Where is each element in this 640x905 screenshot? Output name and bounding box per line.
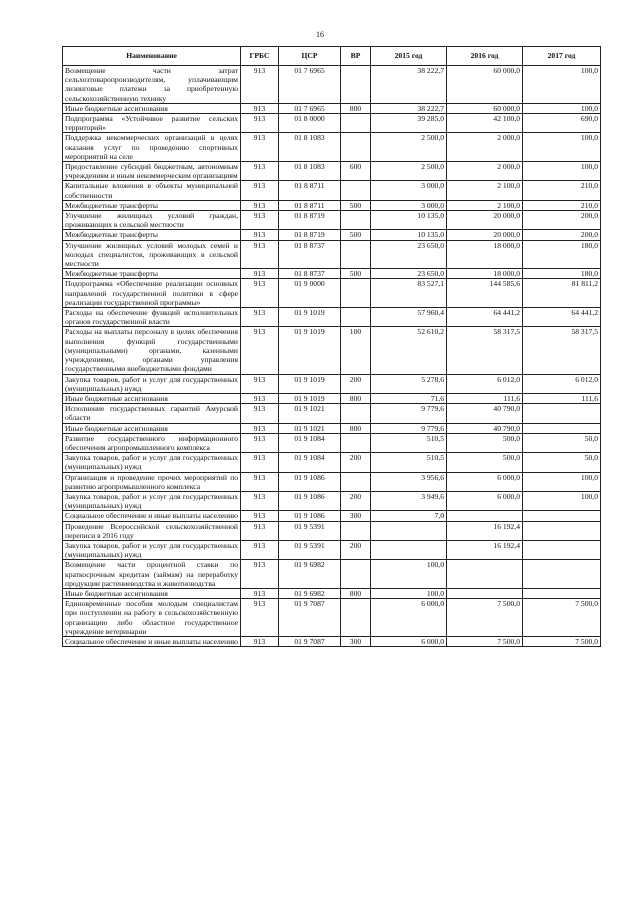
table-row: [63, 211, 601, 230]
table-row: [63, 588, 601, 598]
row-2015: 23 650,0: [371, 240, 447, 269]
row-csr: 01 9 1019: [279, 374, 341, 393]
row-2015: 2 500,0: [371, 133, 447, 162]
row-2015: 510,5: [371, 433, 447, 452]
row-2016: 2 000,0: [447, 133, 523, 162]
row-name: Межбюджетные трансферты: [63, 269, 241, 279]
row-2016: 144 585,6: [447, 279, 523, 308]
table-row: [63, 114, 601, 133]
row-2017: 200,0: [523, 211, 601, 230]
row-vr: 500: [341, 230, 371, 240]
row-csr: 01 9 1019: [279, 327, 341, 374]
row-2015: 39 285,0: [371, 114, 447, 133]
row-2015: 57 960,4: [371, 308, 447, 327]
row-csr: 01 9 1021: [279, 404, 341, 423]
row-name: Закупка товаров, работ и услуг для государственных (муниципальных) нужд: [63, 374, 241, 393]
row-name: Социальное обеспечение и иные выплаты населению: [63, 511, 241, 521]
row-2017: 100,0: [523, 162, 601, 181]
row-2016: 2 100,0: [447, 200, 523, 210]
row-grbs: 913: [241, 374, 279, 393]
row-grbs: 913: [241, 230, 279, 240]
row-grbs: 913: [241, 404, 279, 423]
row-2016: 60 000,0: [447, 66, 523, 104]
row-grbs: 913: [241, 588, 279, 598]
row-name: Организация и проведение прочих мероприятий по развитию агропромышленного комплекса: [63, 472, 241, 491]
row-csr: 01 9 0000: [279, 279, 341, 308]
row-2017: 100,0: [523, 66, 601, 104]
row-name: Расходы на обеспечение функций исполнительных органов государственной власти: [63, 308, 241, 327]
row-2015: [371, 521, 447, 540]
row-2015: 38 222,7: [371, 66, 447, 104]
row-2016: 18 000,0: [447, 269, 523, 279]
row-name: Межбюджетные трансферты: [63, 200, 241, 210]
table-row: [63, 181, 601, 200]
row-2017: 50,0: [523, 453, 601, 472]
row-csr: 01 7 6965: [279, 103, 341, 113]
row-2015: [371, 540, 447, 559]
row-2017: [523, 423, 601, 433]
table-row: [63, 66, 601, 104]
col-header-vr: ВР: [341, 47, 371, 66]
row-name: Подпрограмма «Обеспечение реализации основных направлений государственной политики в сфере реализации государственной программы»: [63, 279, 241, 308]
table-row: [63, 269, 601, 279]
table-row: [63, 133, 601, 162]
row-2015: 52 610,2: [371, 327, 447, 374]
row-2017: 64 441,2: [523, 308, 601, 327]
table-row: [63, 472, 601, 491]
row-2017: 100,0: [523, 491, 601, 510]
row-grbs: 913: [241, 511, 279, 521]
row-2016: 64 441,2: [447, 308, 523, 327]
row-2015: 3 000,0: [371, 181, 447, 200]
row-vr: 300: [341, 511, 371, 521]
row-2017: 50,0: [523, 433, 601, 452]
row-2015: 83 527,1: [371, 279, 447, 308]
row-2017: [523, 404, 601, 423]
row-2017: 81 811,2: [523, 279, 601, 308]
row-vr: [341, 240, 371, 269]
row-vr: 200: [341, 491, 371, 510]
row-2015: 100,0: [371, 560, 447, 589]
row-2015: 6 000,0: [371, 636, 447, 646]
row-2015: 7,0: [371, 511, 447, 521]
row-2016: 2 000,0: [447, 162, 523, 181]
row-vr: 800: [341, 103, 371, 113]
row-csr: 01 8 8711: [279, 181, 341, 200]
row-2017: [523, 521, 601, 540]
row-name: Закупка товаров, работ и услуг для государственных (муниципальных) нужд: [63, 540, 241, 559]
row-2017: 7 500,0: [523, 636, 601, 646]
row-name: Закупка товаров, работ и услуг для государственных (муниципальных) нужд: [63, 491, 241, 510]
row-2016: 20 000,0: [447, 230, 523, 240]
table-row: [63, 374, 601, 393]
row-name: Иные бюджетные ассигнования: [63, 103, 241, 113]
row-vr: [341, 133, 371, 162]
table-row: [63, 240, 601, 269]
row-grbs: 913: [241, 181, 279, 200]
row-name: Подпрограмма «Устойчивое развитие сельских территорий»: [63, 114, 241, 133]
row-vr: 300: [341, 636, 371, 646]
row-name: Возмещение части процентной ставки по краткосрочным кредитам (займам) на переработку продукции растениеводства и животноводства: [63, 560, 241, 589]
row-2017: [523, 560, 601, 589]
row-csr: 01 8 8737: [279, 269, 341, 279]
row-2016: 58 317,5: [447, 327, 523, 374]
row-2017: 210,0: [523, 200, 601, 210]
row-csr: 01 9 1086: [279, 491, 341, 510]
col-header-2017: 2017 год: [523, 47, 601, 66]
row-vr: [341, 181, 371, 200]
row-2016: 60 000,0: [447, 103, 523, 113]
row-grbs: 913: [241, 200, 279, 210]
row-csr: 01 9 5391: [279, 540, 341, 559]
row-name: Закупка товаров, работ и услуг для государственных (муниципальных) нужд: [63, 453, 241, 472]
row-csr: 01 8 0000: [279, 114, 341, 133]
row-2016: 40 790,0: [447, 423, 523, 433]
row-csr: 01 9 1086: [279, 472, 341, 491]
row-2017: 210,0: [523, 181, 601, 200]
table-row: [63, 433, 601, 452]
table-row: [63, 162, 601, 181]
table-row: [63, 423, 601, 433]
row-grbs: 913: [241, 393, 279, 403]
row-vr: 200: [341, 540, 371, 559]
table-row: [63, 599, 601, 637]
table-row: [63, 393, 601, 403]
col-header-csr: ЦСР: [279, 47, 341, 66]
table-row: [63, 327, 601, 374]
row-name: Улучшение жилищных условий молодых семей и молодых специалистов, проживающих в сельской местности: [63, 240, 241, 269]
row-vr: [341, 211, 371, 230]
row-2016: 6 000,0: [447, 491, 523, 510]
table-row: [63, 103, 601, 113]
row-2017: 690,0: [523, 114, 601, 133]
row-vr: 800: [341, 393, 371, 403]
row-name: Возмещение части затрат сельхозтоваропроизводителям, уплачивающим лизинговые платежи за приобретенную сельскохозяйственную технику: [63, 66, 241, 104]
table-header-row: [63, 47, 601, 66]
row-csr: 01 9 6982: [279, 588, 341, 598]
row-2017: 200,0: [523, 230, 601, 240]
row-grbs: 913: [241, 211, 279, 230]
row-vr: 600: [341, 162, 371, 181]
row-2015: 9 779,6: [371, 404, 447, 423]
row-2017: [523, 511, 601, 521]
row-2016: 6 000,0: [447, 472, 523, 491]
row-vr: 500: [341, 269, 371, 279]
row-2017: [523, 540, 601, 559]
row-2015: 2 500,0: [371, 162, 447, 181]
row-vr: 100: [341, 327, 371, 374]
row-csr: 01 9 1084: [279, 433, 341, 452]
row-2017: 100,0: [523, 133, 601, 162]
row-grbs: 913: [241, 114, 279, 133]
row-csr: 01 8 8719: [279, 211, 341, 230]
row-vr: [341, 599, 371, 637]
row-grbs: 913: [241, 103, 279, 113]
table-row: [63, 521, 601, 540]
row-name: Иные бюджетные ассигнования: [63, 393, 241, 403]
row-name: Единовременные пособия молодым специалистам при поступлении на работу в сельскохозяйственную организацию либо областное государственное учреждение ветеринарии: [63, 599, 241, 637]
row-2016: 7 500,0: [447, 599, 523, 637]
row-vr: [341, 66, 371, 104]
row-name: Поддержка некоммерческих организаций в целях оказания услуг по проведению спортивных мероприятий на селе: [63, 133, 241, 162]
row-2016: 6 012,0: [447, 374, 523, 393]
row-2016: [447, 588, 523, 598]
row-2016: 2 100,0: [447, 181, 523, 200]
row-vr: [341, 521, 371, 540]
row-csr: 01 9 7087: [279, 636, 341, 646]
row-csr: 01 8 1083: [279, 162, 341, 181]
row-csr: 01 7 6965: [279, 66, 341, 104]
row-2016: 111,6: [447, 393, 523, 403]
row-2016: 500,0: [447, 453, 523, 472]
row-vr: 800: [341, 588, 371, 598]
row-2016: [447, 560, 523, 589]
col-header-name: Наименование: [63, 47, 241, 66]
row-name: Иные бюджетные ассигнования: [63, 423, 241, 433]
row-2016: 18 000,0: [447, 240, 523, 269]
row-name: Исполнение государственных гарантий Амурской области: [63, 404, 241, 423]
row-vr: 800: [341, 423, 371, 433]
row-csr: 01 9 6982: [279, 560, 341, 589]
row-grbs: 913: [241, 472, 279, 491]
row-2016: 16 192,4: [447, 540, 523, 559]
row-2016: 16 192,4: [447, 521, 523, 540]
table-row: [63, 279, 601, 308]
row-name: Иные бюджетные ассигнования: [63, 588, 241, 598]
row-grbs: 913: [241, 279, 279, 308]
row-grbs: 913: [241, 66, 279, 104]
row-2016: 500,0: [447, 433, 523, 452]
row-csr: 01 8 1083: [279, 133, 341, 162]
row-grbs: 913: [241, 540, 279, 559]
row-grbs: 913: [241, 162, 279, 181]
row-vr: [341, 279, 371, 308]
row-2015: 3 949,6: [371, 491, 447, 510]
row-name: Капитальные вложения в объекты муниципальной собственности: [63, 181, 241, 200]
row-csr: 01 9 1086: [279, 511, 341, 521]
row-2017: 7 500,0: [523, 599, 601, 637]
row-2017: 6 012,0: [523, 374, 601, 393]
row-2015: 71,6: [371, 393, 447, 403]
col-header-2015: 2015 год: [371, 47, 447, 66]
row-2017: 111,6: [523, 393, 601, 403]
table-row: [63, 636, 601, 646]
row-2015: 510,5: [371, 453, 447, 472]
row-name: Межбюджетные трансферты: [63, 230, 241, 240]
row-vr: [341, 308, 371, 327]
row-grbs: 913: [241, 133, 279, 162]
row-grbs: 913: [241, 636, 279, 646]
table-row: [63, 230, 601, 240]
row-grbs: 913: [241, 308, 279, 327]
row-grbs: 913: [241, 453, 279, 472]
row-2016: 7 500,0: [447, 636, 523, 646]
row-csr: 01 9 1084: [279, 453, 341, 472]
row-grbs: 913: [241, 491, 279, 510]
row-2016: [447, 511, 523, 521]
row-grbs: 913: [241, 327, 279, 374]
budget-table: [62, 46, 601, 647]
col-header-2016: 2016 год: [447, 47, 523, 66]
row-grbs: 913: [241, 423, 279, 433]
row-2017: 58 317,5: [523, 327, 601, 374]
row-vr: [341, 433, 371, 452]
row-2015: 23 650,0: [371, 269, 447, 279]
row-grbs: 913: [241, 433, 279, 452]
page-number: 16: [316, 30, 324, 39]
row-vr: 200: [341, 453, 371, 472]
table-row: [63, 453, 601, 472]
row-2016: 42 100,0: [447, 114, 523, 133]
row-grbs: 913: [241, 599, 279, 637]
row-2016: 40 790,0: [447, 404, 523, 423]
row-2015: 5 278,6: [371, 374, 447, 393]
table-row: [63, 404, 601, 423]
row-name: Улучшение жилищных условий граждан, проживающих в сельской местности: [63, 211, 241, 230]
row-grbs: 913: [241, 269, 279, 279]
row-name: Развитие государственного информационного обеспечения агропромышленного комплекса: [63, 433, 241, 452]
row-csr: 01 9 7087: [279, 599, 341, 637]
row-2015: 10 135,0: [371, 230, 447, 240]
row-name: Предоставление субсидий бюджетным, автономным учреждениям и иным некоммерческим организациям: [63, 162, 241, 181]
table-row: [63, 511, 601, 521]
row-name: Расходы на выплаты персоналу в целях обеспечения выполнения функций государственными (муниципальными) органами, казенными учреждениями, органами управления государственными внебюджетными фондами: [63, 327, 241, 374]
row-2017: [523, 588, 601, 598]
row-vr: [341, 114, 371, 133]
row-2017: 180,0: [523, 240, 601, 269]
row-2015: 3 956,6: [371, 472, 447, 491]
row-vr: 200: [341, 374, 371, 393]
row-2015: 100,0: [371, 588, 447, 598]
table-row: [63, 491, 601, 510]
row-2017: 100,0: [523, 472, 601, 491]
row-2016: 20 000,0: [447, 211, 523, 230]
row-csr: 01 8 8711: [279, 200, 341, 210]
row-csr: 01 8 8737: [279, 240, 341, 269]
row-2015: 3 000,0: [371, 200, 447, 210]
row-2015: 10 135,0: [371, 211, 447, 230]
row-name: Социальное обеспечение и иные выплаты населению: [63, 636, 241, 646]
row-2015: 6 000,0: [371, 599, 447, 637]
row-csr: 01 8 8719: [279, 230, 341, 240]
table-row: [63, 560, 601, 589]
row-vr: [341, 560, 371, 589]
table-row: [63, 540, 601, 559]
row-grbs: 913: [241, 560, 279, 589]
table-row: [63, 200, 601, 210]
row-2015: 9 779,6: [371, 423, 447, 433]
row-csr: 01 9 1019: [279, 308, 341, 327]
row-vr: 500: [341, 200, 371, 210]
row-2015: 38 222,7: [371, 103, 447, 113]
row-csr: 01 9 1021: [279, 423, 341, 433]
row-2017: 100,0: [523, 103, 601, 113]
row-csr: 01 9 1019: [279, 393, 341, 403]
row-grbs: 913: [241, 521, 279, 540]
row-vr: [341, 404, 371, 423]
row-2017: 180,0: [523, 269, 601, 279]
row-grbs: 913: [241, 240, 279, 269]
row-name: Проведение Всероссийской сельскохозяйственной переписи в 2016 году: [63, 521, 241, 540]
table-row: [63, 308, 601, 327]
row-csr: 01 9 5391: [279, 521, 341, 540]
row-vr: [341, 472, 371, 491]
col-header-grbs: ГРБС: [241, 47, 279, 66]
